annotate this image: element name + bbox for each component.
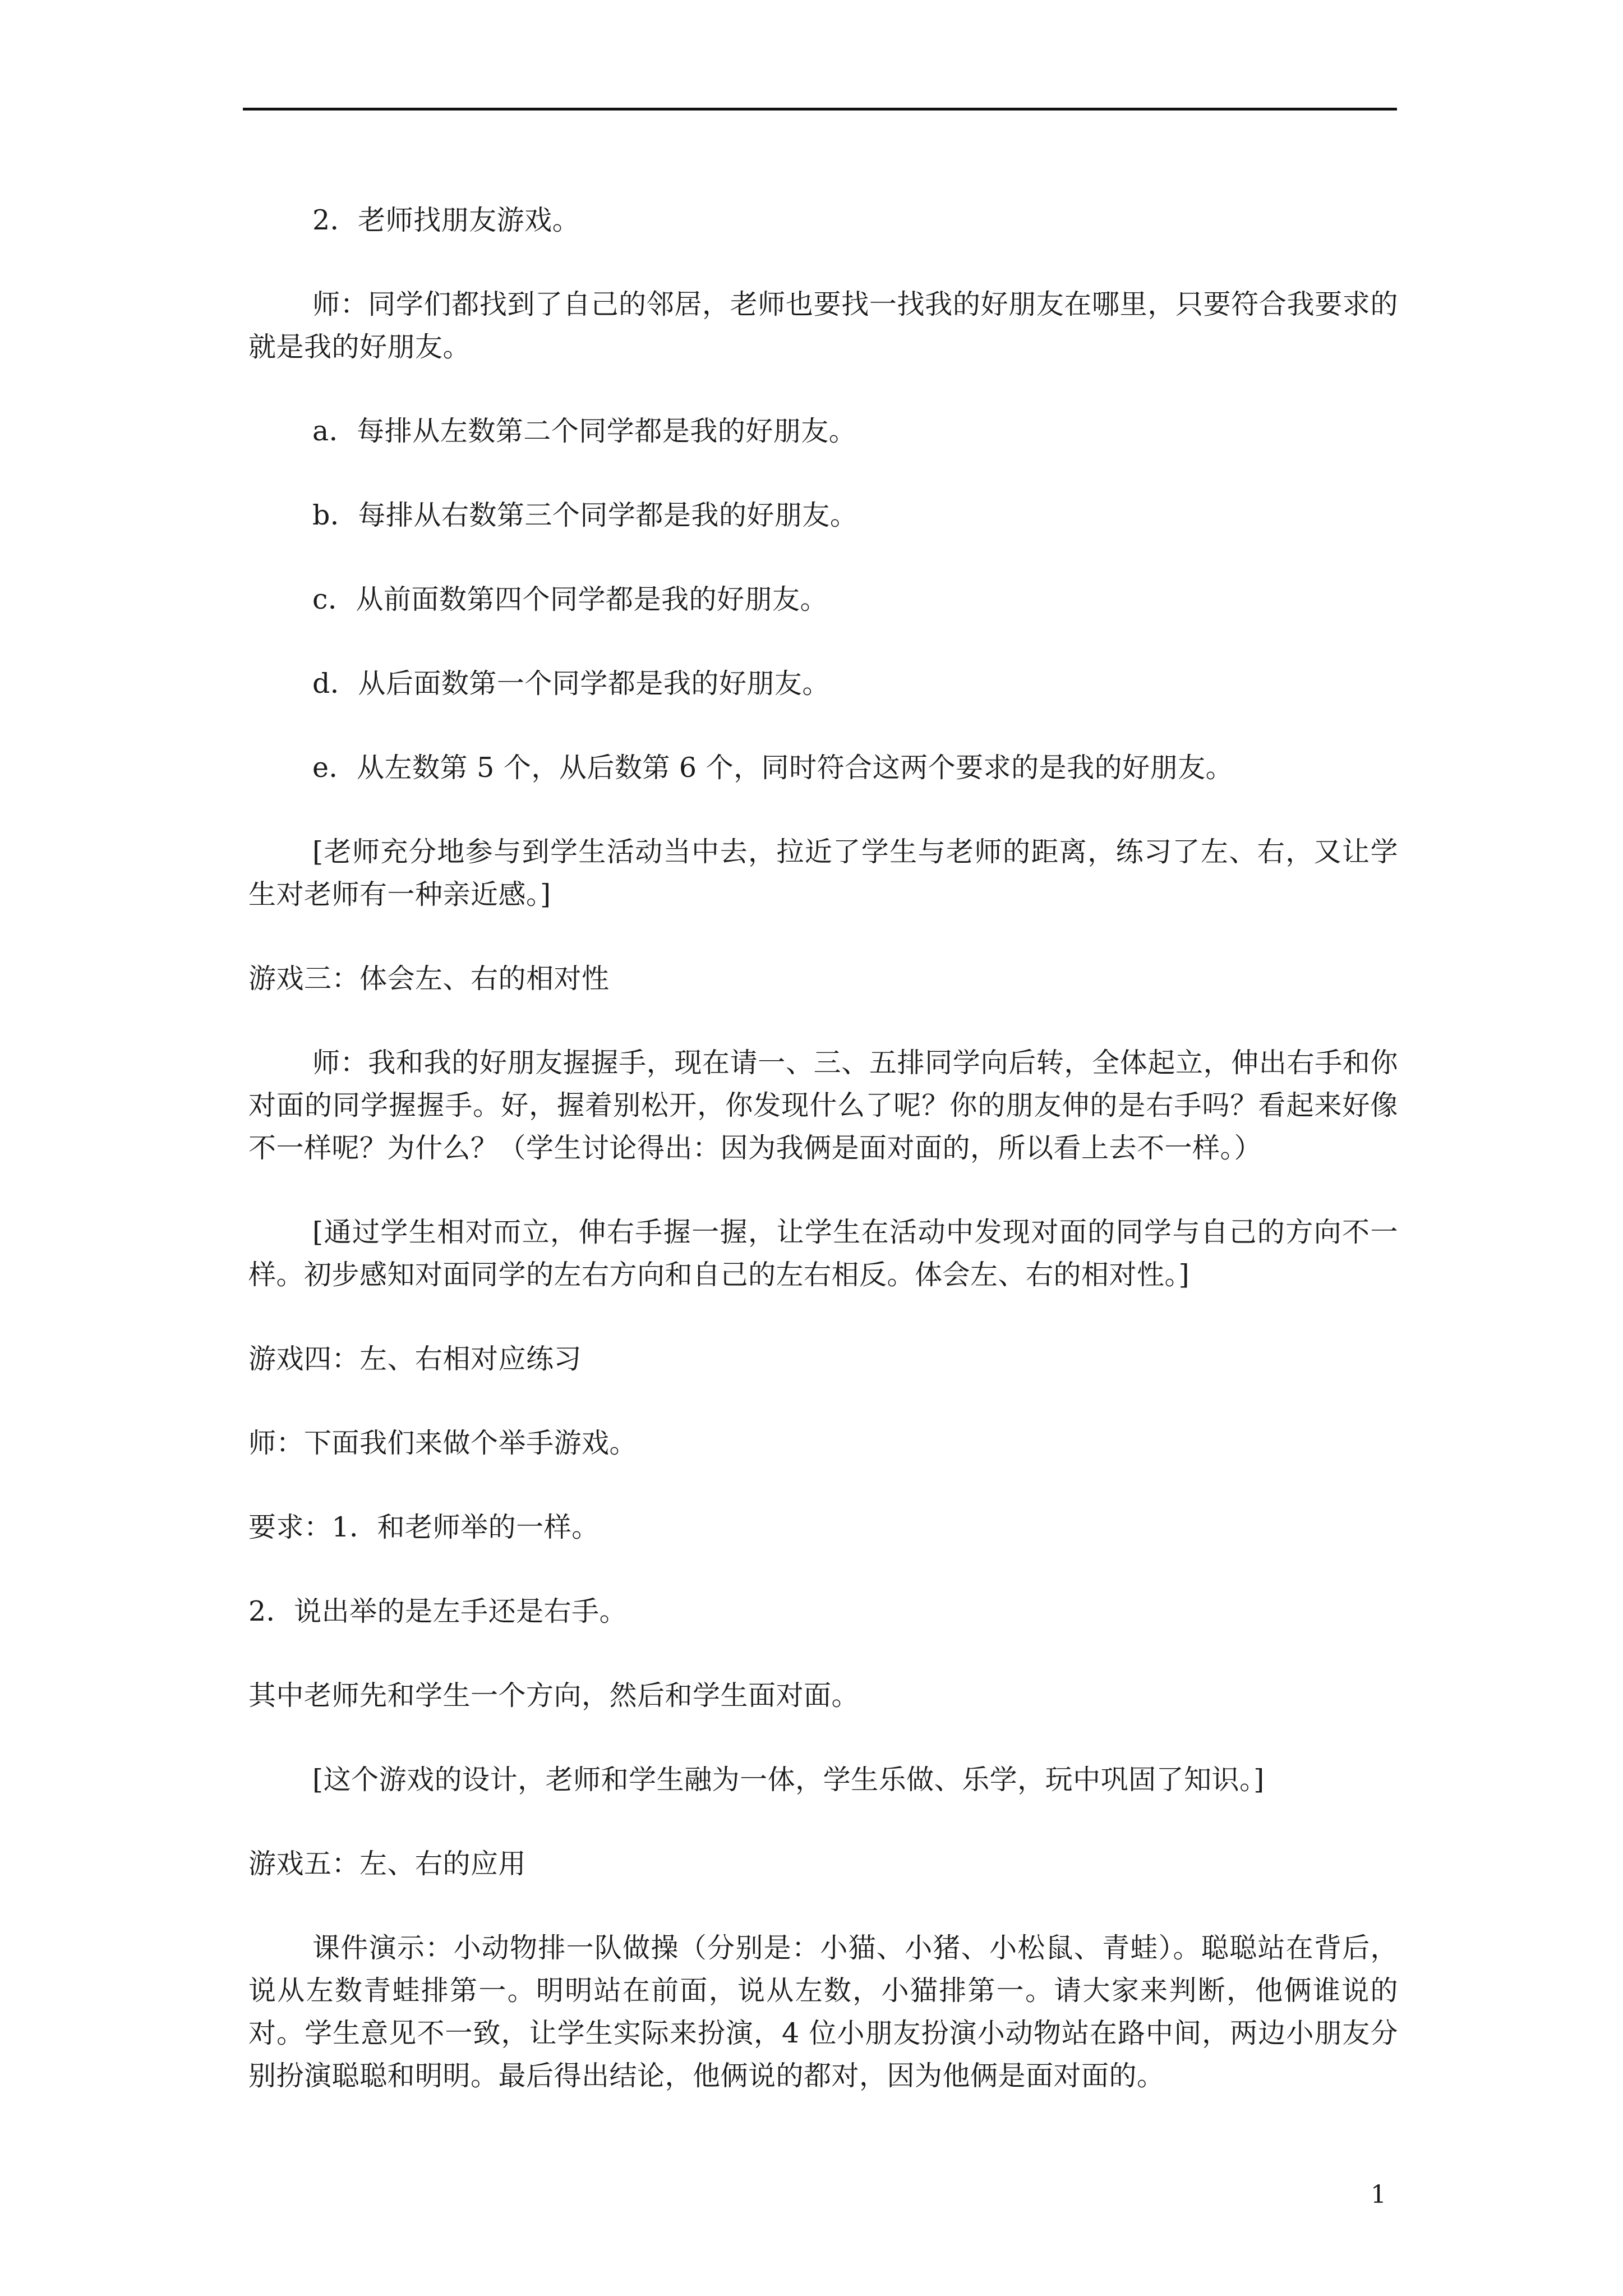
paragraph-item-a: a．每排从左数第二个同学都是我的好朋友。	[312, 415, 857, 447]
paragraph-item-c: c．从前面数第四个同学都是我的好朋友。	[312, 583, 828, 615]
paragraph-comment-2: [通过学生相对而立，伸右手握一握，让学生在活动中发现对面的同学与自己的方向不一样。初步感知对面同学的左右方向和自己的左右相反。体会左、右的相对性。]	[248, 1216, 1398, 1291]
paragraph-item-b: b．每排从右数第三个同学都是我的好朋友。	[312, 499, 858, 531]
paragraph-comment-1: [老师充分地参与到学生活动当中去，拉近了学生与老师的距离，练习了左、右，又让学生对老师有一种亲近感。]	[248, 836, 1398, 910]
heading-game-three: 游戏三：体会左、右的相对性	[248, 963, 610, 995]
paragraph-requirement-2: 2．说出举的是左手还是右手。	[248, 1595, 628, 1627]
paragraph-raise-hand: 师：下面我们来做个举手游戏。	[248, 1427, 638, 1459]
paragraph-item-d: d．从后面数第一个同学都是我的好朋友。	[312, 668, 830, 700]
paragraph-direction-note: 其中老师先和学生一个方向，然后和学生面对面。	[248, 1680, 860, 1711]
paragraph-requirement-1: 要求：1．和老师举的一样。	[248, 1511, 600, 1543]
paragraph-handshake: 师：我和我的好朋友握握手，现在请一、三、五排同学向后转，全体起立，伸出右手和你对面的同学握握手。好，握着别松开，你发现什么了呢？你的朋友伸的是右手吗？看起来好像不一样呢？为什么？（学生讨论得出：因为我俩是面对面的，所以看上去不一样。）	[248, 1047, 1398, 1164]
paragraph-item-e: e．从左数第 5 个，从后数第 6 个，同时符合这两个要求的是我的好朋友。	[312, 752, 1234, 784]
heading-game-five: 游戏五：左、右的应用	[248, 1848, 527, 1880]
paragraph-teacher-intro: 师：同学们都找到了自己的邻居，老师也要找一找我的好朋友在哪里，只要符合我要求的就是我的好朋友。	[248, 288, 1398, 363]
paragraph-comment-3: [这个游戏的设计，老师和学生融为一体，学生乐做、乐学，玩中巩固了知识。]	[312, 1764, 1265, 1796]
header-rule	[243, 108, 1397, 111]
heading-game-four: 游戏四：左、右相对应练习	[248, 1343, 582, 1375]
body-text	[248, 199, 1398, 2139]
paragraph-courseware-demo: 课件演示：小动物排一队做操（分别是：小猫、小猪、小松鼠、青蛙）。聪聪站在背后，说从左数青蛙排第一。明明站在前面，说从左数，小猫排第一。请大家来判断，他俩谁说的对。学生意见不一致，让学生实际来扮演，4 位小朋友扮演小动物站在路中间，两边小朋友分别扮演聪聪和明明。最后得出结论，他俩说的都对，因为他俩是面对面的。	[248, 1932, 1398, 2092]
paragraph-game-find-friend: 2．老师找朋友游戏。	[312, 204, 580, 236]
page-number: 1	[1371, 2180, 1386, 2209]
